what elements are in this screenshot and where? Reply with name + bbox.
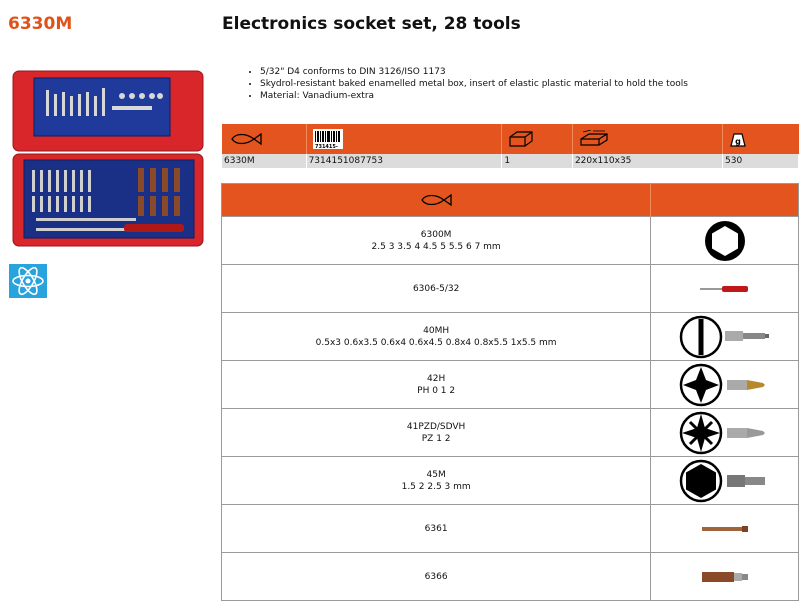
tool-row [222, 217, 799, 265]
tools-table [221, 183, 799, 601]
slotted-bit-icon [679, 315, 771, 359]
adaptor-icon [700, 569, 750, 585]
tool-description [222, 313, 651, 361]
extension-bar-icon [700, 525, 750, 533]
tool-code: 6361 [424, 523, 448, 534]
tool-row [222, 361, 799, 409]
package-dimensions-icon [579, 130, 609, 148]
page-title: Electronics socket set, 28 tools [222, 14, 521, 34]
tool-sizes: PZ 1 2 [421, 433, 451, 444]
spec-table [222, 124, 799, 168]
tool-image-cell [651, 217, 799, 265]
tool-row [222, 313, 799, 361]
tool-sizes: 0.5x3 0.6x3.5 0.6x4 0.6x4.5 0.8x4 0.8x5.5 1x5.5 mm [315, 337, 557, 348]
screwdriver-handle-icon [700, 284, 750, 294]
tool-code: 6300M [420, 229, 452, 240]
tool-code: 41PZD/SDVH [406, 421, 466, 432]
tool-description [222, 265, 651, 313]
tool-description [222, 409, 651, 457]
tool-image-cell [651, 313, 799, 361]
tool-image-cell [651, 505, 799, 553]
feature-item: • 5/32" D4 conforms to DIN 3126/ISO 1173 [260, 66, 688, 78]
weight-glyph: g [735, 137, 741, 146]
tool-row [222, 553, 799, 601]
feature-item: • Material: Vanadium-extra [260, 90, 688, 102]
spec-data-row [222, 154, 799, 168]
spec-header-item [723, 124, 799, 154]
tool-description [222, 553, 651, 601]
spec-cell-code: 6330M [222, 154, 306, 168]
barcode-caption: 731415- [314, 144, 338, 149]
spec-header-item [222, 124, 306, 154]
product-code: 6330M [8, 14, 73, 34]
spec-header-barcode [306, 124, 502, 154]
product-image [12, 70, 204, 248]
tool-description [222, 217, 651, 265]
tools-header-item [222, 184, 651, 217]
spec-header-item [502, 124, 573, 154]
fish-icon [228, 131, 264, 147]
weight-icon [729, 130, 747, 148]
tool-row [222, 457, 799, 505]
tool-image-cell [651, 553, 799, 601]
tool-code: 6306-5/32 [412, 283, 460, 294]
hex-socket-icon [703, 219, 747, 263]
spec-header-row [222, 124, 799, 154]
tool-image-cell [651, 409, 799, 457]
tool-image-cell [651, 457, 799, 505]
tool-description [222, 505, 651, 553]
spec-header-item [572, 124, 722, 154]
tool-image-cell [651, 361, 799, 409]
tool-code: 6366 [424, 571, 448, 582]
tools-header-image [651, 184, 799, 217]
atom-icon [9, 264, 47, 298]
tools-header-row [222, 184, 799, 217]
hex-key-bit-icon [679, 459, 771, 503]
tool-sizes: 1.5 2 2.5 3 mm [401, 481, 471, 492]
spec-cell-dimensions: 220x110x35 [572, 154, 722, 168]
tool-row [222, 265, 799, 313]
tool-image-cell [651, 265, 799, 313]
tool-description [222, 361, 651, 409]
tool-sizes: 2.5 3 3.5 4 4.5 5 5.5 6 7 mm [371, 241, 501, 252]
spec-cell-ean: 7314151087753 [306, 154, 502, 168]
spec-cell-qty: 1 [502, 154, 573, 168]
barcode-icon [313, 129, 343, 149]
tool-code: 40MH [423, 325, 450, 336]
tool-row [222, 409, 799, 457]
box-icon [508, 130, 534, 148]
spec-cell-weight: 530 [723, 154, 799, 168]
tool-code: 42H [427, 373, 446, 384]
tool-sizes: PH 0 1 2 [417, 385, 456, 396]
feature-list [246, 66, 688, 102]
tool-row [222, 505, 799, 553]
pozidriv-bit-icon [679, 411, 771, 455]
phillips-bit-icon [679, 363, 771, 407]
tool-description [222, 457, 651, 505]
feature-item: • Skydrol-resistant baked enamelled metal box, insert of elastic plastic material to hold the tools [260, 78, 688, 90]
tool-code: 45M [426, 469, 446, 480]
fish-icon [418, 192, 454, 208]
